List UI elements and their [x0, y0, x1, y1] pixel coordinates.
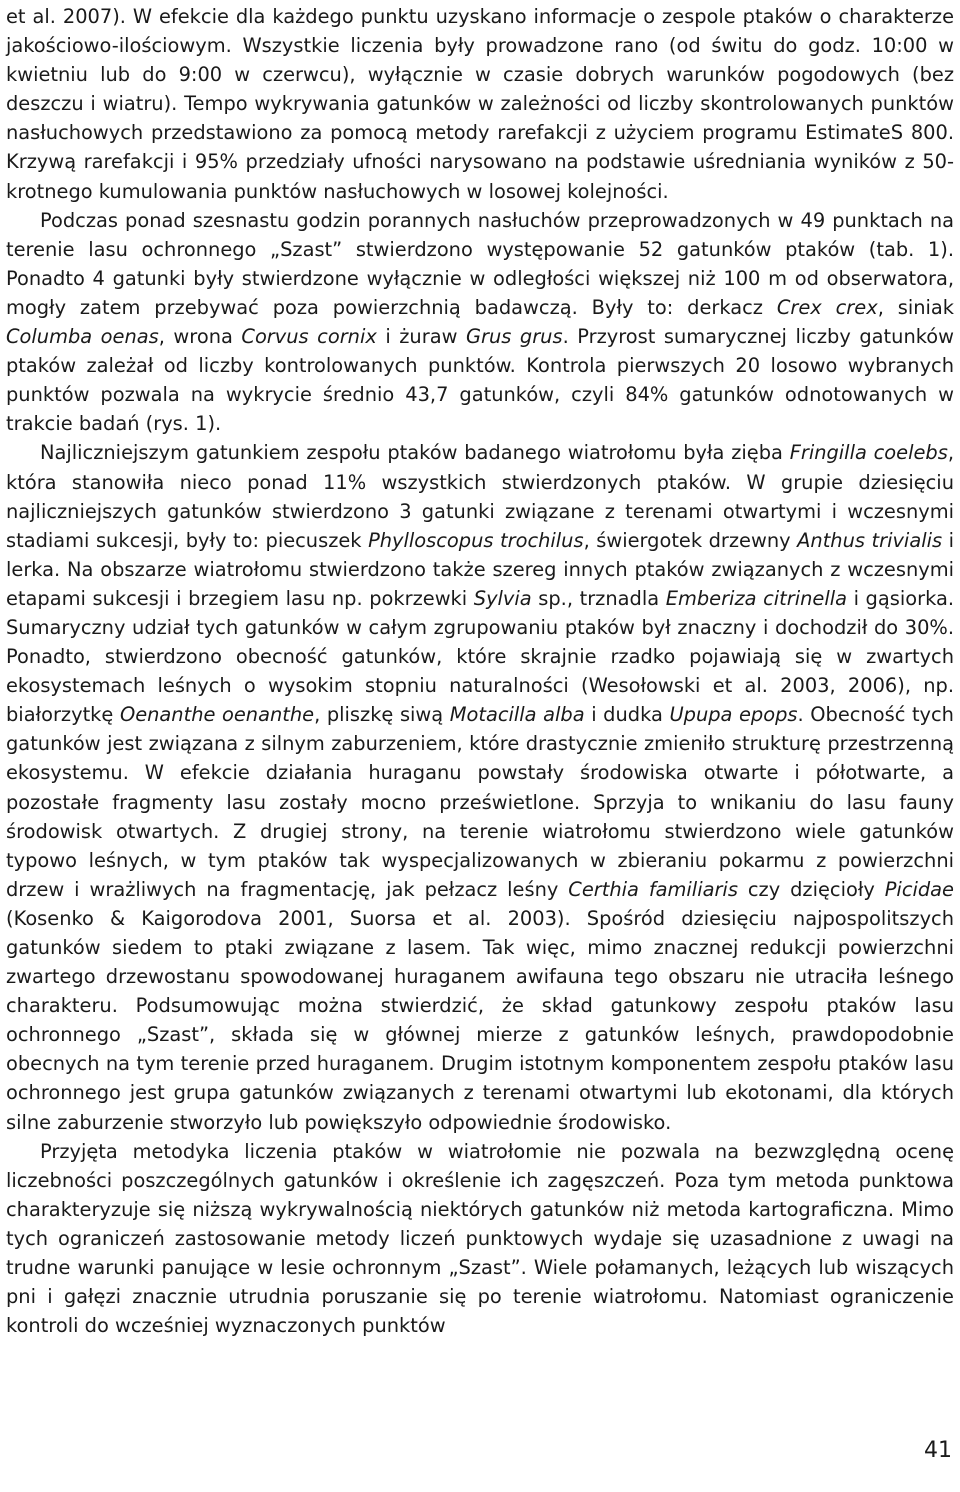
species-name: Fringilla coelebs — [789, 441, 948, 465]
species-name: Corvus cornix — [241, 325, 377, 349]
text-run: . Przyrost sumarycznej liczby gatunków ptaków zależał od liczby kontrolowanych punktów. Kontrola pierwszych 20 losowo wybranych punktów pozwala na wykrycie średnio 43,7 gatunków, czyli 84% gatunków odnotowanych w trakcie badań (rys. 1). — [6, 325, 954, 436]
text-run: , pliszkę siwą — [314, 703, 450, 727]
species-name: Certhia familiaris — [568, 877, 738, 901]
text-run: czy dzięcioły — [737, 877, 885, 901]
text-run: , która stanowiła nieco ponad 11% wszystkich stwierdzonych ptaków. W grupie dziesięciu najliczniejszych gatunków stwierdzono 3 gatunki związane z terenami otwartymi i wczesnymi stadiami sukcesji, były to: piecuszek — [6, 441, 954, 552]
text-run: Przyjęta metodyka liczenia ptaków w wiatrołomie nie pozwala na bezwzględną ocenę liczebności poszczególnych gatunków i określenie ich zagęszczeń. Poza tym metoda punktowa charakteryzuje się niższą wykrywalnością niektórych gatunków niż metoda kartograficzna. Mimo tych ograniczeń zastosowanie metody liczeń punktowych wydaje się uzasadnione z uwagi na trudne warunki panujące w lesie ochronnym „Szast”. Wiele połamanych, leżących lub wiszących pni i gałęzi znacznie utrudnia poruszanie się po terenie wiatrołomu. Natomiast ograniczenie kontroli do wcześniej wyznaczonych punktów — [6, 1139, 954, 1338]
species-name: Phylloscopus trochilus — [368, 528, 584, 552]
species-name: Picidae — [884, 877, 954, 901]
species-name: Oenanthe oenanthe — [119, 703, 315, 727]
species-name: Grus grus — [465, 325, 563, 349]
species-name: Motacilla alba — [449, 703, 585, 727]
species-name: Sylvia — [473, 586, 532, 610]
paragraph-dominant-species — [6, 438, 954, 1136]
text-run: Podczas ponad szesnastu godzin porannych nasłuchów przeprowadzonych w 49 punktach na terenie lasu ochronnego „Szast” stwierdzono występowanie 52 gatunków ptaków (tab. 1). Ponadto 4 gatunki były stwierdzone wyłącznie w odległości większej niż 100 m od obserwatora, mogły zatem przebywać poza powierzchnią badawczą. Były to: derkacz — [6, 208, 954, 319]
paragraph-methods-end — [6, 2, 954, 206]
text-run: Najliczniejszym gatunkiem zespołu ptaków badanego wiatrołomu była zięba — [40, 441, 790, 465]
text-run: i gąsiorka. Sumaryczny udział tych gatunków w całym zgrupowaniu ptaków był znaczny i dochodził do 30%. Ponadto, stwierdzono obecność gatunków, które skrajnie rzadko pojawiają się w zwartych ekosystemach leśnych o wysokim stopniu naturalności (Wesołowski et al. 2003, 2006), np. białorzytkę — [6, 586, 954, 727]
text-run: (Kosenko & Kaigorodova 2001, Suorsa et al. 2003). Spośród dziesięciu najpospolitszych gatunków siedem to ptaki związane z lasem. Tak więc, mimo znacznej redukcji powierzchni zwartego drzewostanu spowodowanej huraganem awifauna tego obszaru nie utraciła leśnego charakteru. Podsumowując można stwierdzić, że skład gatunkowy zespołu ptaków lasu ochronnego „Szast”, składa się w głównej mierze z gatunków leśnych, prawdopodobnie obecnych na tym terenie przed huraganem. Drugim istotnym komponentem zespołu ptaków lasu ochronnego jest grupa gatunków związanych z terenami otwartymi lub ekotonami, dla których silne zaburzenie stworzyło lub powiększyło odpowiednie środowisko. — [6, 906, 954, 1134]
page-number: 41 — [924, 1438, 952, 1463]
text-run: i dudka — [584, 703, 670, 727]
article-body — [6, 2, 954, 1340]
species-name: Emberiza citrinella — [665, 586, 847, 610]
species-name: Upupa epops — [669, 703, 798, 727]
text-run: , świergotek drzewny — [583, 528, 798, 552]
species-name: Anthus trivialis — [797, 528, 943, 552]
text-run: i żuraw — [376, 325, 466, 349]
text-run: i lerka. Na obszarze wiatrołomu stwierdzono także szereg innych ptaków związanych z wczesnymi etapami sukcesji i brzegiem lasu np. pokrzewki — [6, 528, 954, 610]
paragraph-method-limitations — [6, 1137, 954, 1341]
species-name: Crex crex — [776, 295, 878, 319]
paragraph-species-count — [6, 206, 954, 439]
text-run: et al. 2007). W efekcie dla każdego punktu uzyskano informacje o zespole ptaków o charakterze jakościowo-ilościowym. Wszystkie liczenia były prowadzone rano (od świtu do godz. 10:00 w kwietniu lub do 9:00 w czerwcu), wyłącznie w czasie dobrych warunków pogodowych (bez deszczu i wiatru). Tempo wykrywania gatunków w zależności od liczby skontrolowanych punktów nasłuchowych przedstawiono za pomocą metody rarefakcji z użyciem programu EstimateS 800. Krzywą rarefakcji i 95% przedziały ufności narysowano na podstawie uśredniania wyników z 50-krotnego kumulowania punktów nasłuchowych w losowej kolejności. — [6, 5, 954, 203]
text-run: . Obecność tych gatunków jest związana z silnym zaburzeniem, które drastycznie zmieniło strukturę przestrzenną ekosystemu. W efekcie działania huraganu powstały środowiska otwarte i półotwarte, a pozostałe fragmenty lasu zostały mocno prześwietlone. Sprzyja to wnikaniu do lasu fauny środowisk otwartych. Z drugiej strony, na terenie wiatrołomu stwierdzono wiele gatunków typowo leśnych, w tym ptaków tak wyspecjalizowanych w zbieraniu pokarmu z powierzchni drzew i wrażliwych na fragmentację, jak pełzacz leśny — [6, 703, 954, 901]
text-run: , wrona — [158, 325, 242, 349]
species-name: Columba oenas — [6, 325, 159, 349]
text-run: sp., trznadla — [531, 586, 666, 610]
text-run: , siniak — [877, 295, 954, 319]
